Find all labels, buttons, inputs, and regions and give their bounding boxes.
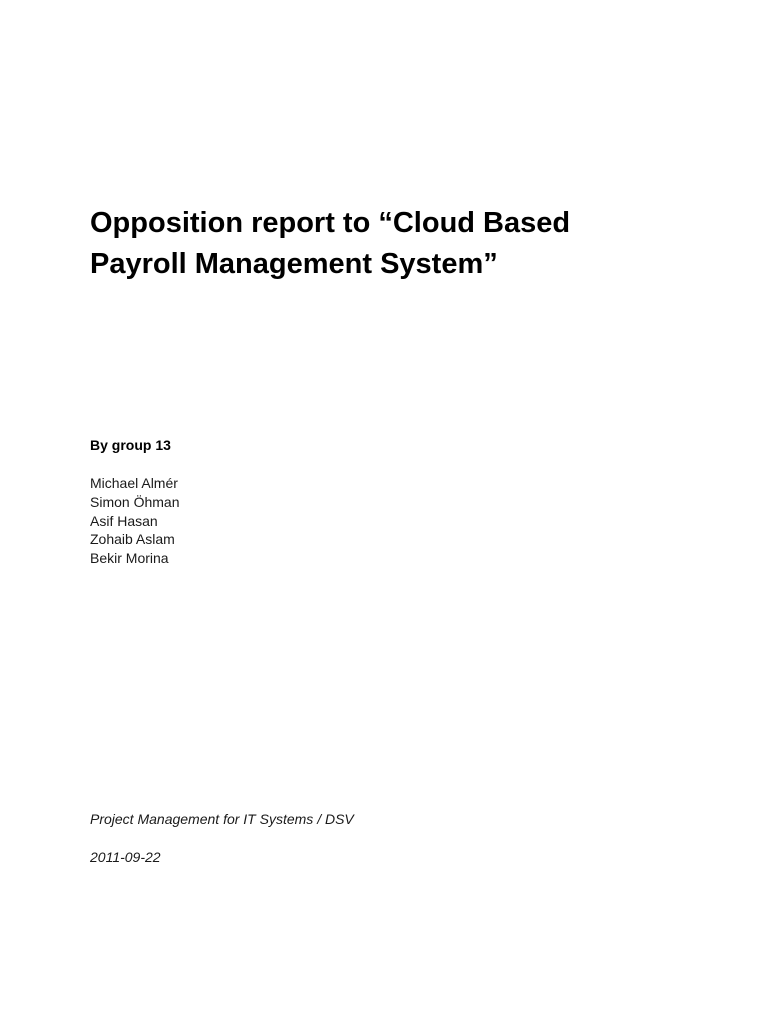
member-list: [90, 474, 179, 568]
member-name: Simon Öhman: [90, 493, 180, 510]
member-name: Zohaib Aslam: [90, 531, 175, 548]
document-title-line-1: Opposition report to “Cloud Based: [90, 207, 571, 239]
member-name: Bekir Morina: [90, 550, 169, 567]
document-date: 2011-09-22: [90, 849, 161, 865]
document-title-line-2: Payroll Management System”: [90, 248, 498, 280]
member-name: Asif Hasan: [90, 512, 158, 529]
document-title: [90, 203, 690, 285]
member-name: Michael Almér: [90, 475, 178, 491]
group-label: By group 13: [90, 437, 171, 453]
course-name: Project Management for IT Systems / DSV: [90, 811, 354, 827]
